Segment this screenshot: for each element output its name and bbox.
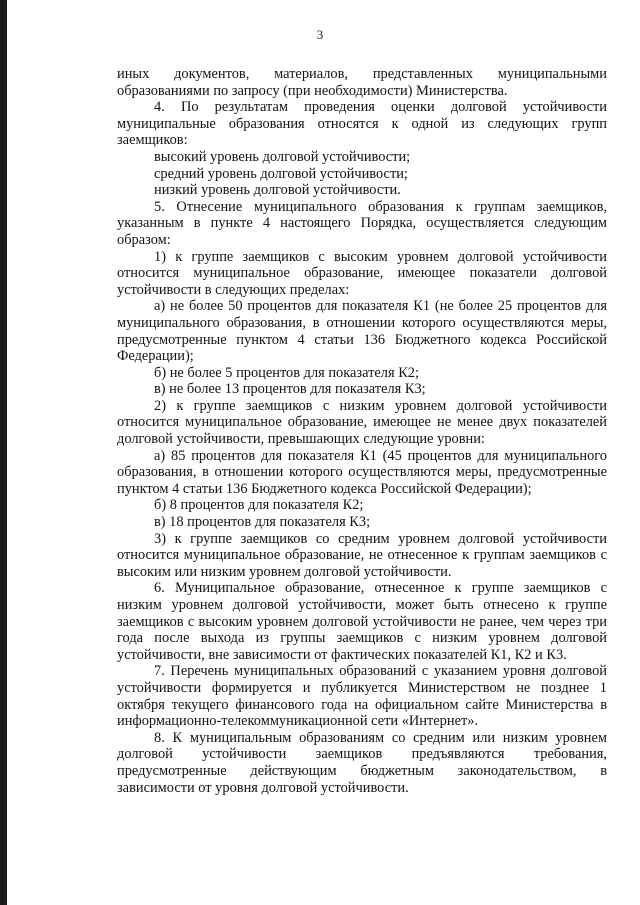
paragraph: иных документов, материалов, представленных муниципальными образованиями по запросу (при необходимости) Министерства. bbox=[117, 66, 607, 99]
paragraph: 7. Перечень муниципальных образований с указанием уровня долговой устойчивости формируется и публикуется Министерством не позднее 1 октября текущего финансового года на официальном сайте Министерства в информационно-телекоммуникационной сети «Интернет». bbox=[117, 663, 607, 730]
list-item: б) не более 5 процентов для показателя К2; bbox=[154, 364, 419, 381]
paragraph: 6. Муниципальное образование, отнесенное к группе заемщиков с низким уровнем долговой устойчивости, может быть отнесено к группе заемщиков с высоким уровнем долговой устойчивости не ранее, чем через три года после выхода из группы заемщиков с низким уровнем долговой устойчивости, вне зависимости от фактических показателей К1, К2 и К3. bbox=[117, 580, 607, 663]
document-body bbox=[117, 66, 607, 796]
page-number: 3 bbox=[316, 27, 324, 42]
paragraph: а) не более 50 процентов для показателя К1 (не более 25 процентов для муниципального образования, в отношении которого осуществляются меры, предусмотренные пунктом 4 статьи 136 Бюджетного кодекса Российской Федерации); bbox=[117, 298, 607, 365]
paragraph: 3) к группе заемщиков со средним уровнем долговой устойчивости относится муниципальное образование, не отнесенное к группам заемщиков с высоким или низким уровнем долговой устойчивости. bbox=[117, 530, 607, 580]
list-item: в) не более 13 процентов для показателя К3; bbox=[154, 381, 426, 398]
list-item: б) 8 процентов для показателя К2; bbox=[154, 497, 364, 514]
list-item: высокий уровень долговой устойчивости; bbox=[154, 148, 411, 165]
paragraph: 5. Отнесение муниципального образования к группам заемщиков, указанным в пункте 4 настоящего Порядка, осуществляется следующим образом: bbox=[117, 198, 607, 248]
list-item: низкий уровень долговой устойчивости. bbox=[154, 182, 401, 199]
list-item: в) 18 процентов для показателя К3; bbox=[154, 514, 371, 531]
paragraph: 1) к группе заемщиков с высоким уровнем долговой устойчивости относится муниципальное образование, имеющее показатели долговой устойчивости в следующих пределах: bbox=[117, 248, 607, 298]
paragraph: 4. По результатам проведения оценки долговой устойчивости муниципальные образования относятся к одной из следующих групп заемщиков: bbox=[117, 99, 607, 149]
scan-left-edge bbox=[0, 0, 7, 905]
paragraph: 8. К муниципальным образованиям со средним или низким уровнем долговой устойчивости заемщиков предъявляются требования, предусмотренные действующим бюджетным законодательством, в зависимости от уровня долговой устойчивости. bbox=[117, 729, 607, 796]
list-item: средний уровень долговой устойчивости; bbox=[154, 165, 408, 182]
paragraph: а) 85 процентов для показателя К1 (45 процентов для муниципального образования, в отношении которого осуществляются меры, предусмотренные пунктом 4 статьи 136 Бюджетного кодекса Российской Федерации); bbox=[117, 447, 607, 497]
paragraph: 2) к группе заемщиков с низким уровнем долговой устойчивости относится муниципальное образование, имеющее не менее двух показателей долговой устойчивости, превышающих следующие уровни: bbox=[117, 397, 607, 448]
